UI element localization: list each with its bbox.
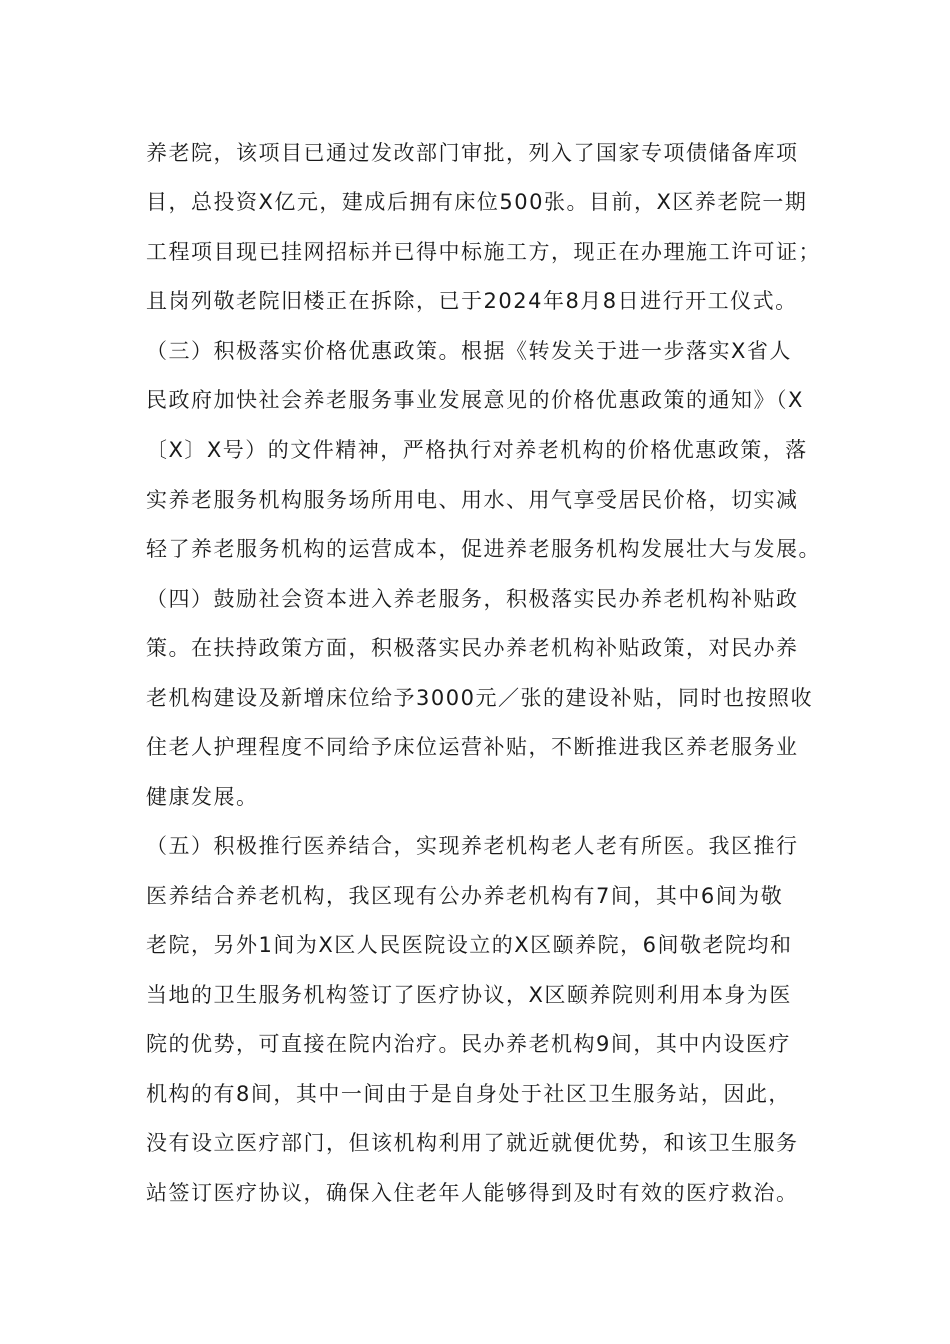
text-line: 医养结合养老机构，我区现有公办养老机构有7间，其中6间为敬 bbox=[146, 884, 784, 908]
section-heading-5: （五）积极推行医养结合，实现养老机构老人老有所医。我区推行 bbox=[146, 834, 799, 858]
text-line: 〔X〕X号）的文件精神，严格执行对养老机构的价格优惠政策，落 bbox=[146, 438, 808, 462]
section-heading-3: （三）积极落实价格优惠政策。根据《转发关于进一步落实X省人 bbox=[146, 339, 792, 363]
text-line: 策。在扶持政策方面，积极落实民办养老机构补贴政策，对民办养 bbox=[146, 636, 799, 660]
text-line: 当地的卫生服务机构签订了医疗协议，X区颐养院则利用本身为医 bbox=[146, 983, 792, 1007]
text-line: 轻了养老服务机构的运营成本，促进养老服务机构发展壮大与发展。 bbox=[146, 537, 821, 561]
text-line: 没有设立医疗部门，但该机构利用了就近就便优势，和该卫生服务 bbox=[146, 1131, 799, 1155]
section-heading-4: （四）鼓励社会资本进入养老服务，积极落实民办养老机构补贴政 bbox=[146, 587, 799, 611]
text-line: 老院，另外1间为X区人民医院设立的X区颐养院，6间敬老院均和 bbox=[146, 933, 793, 957]
text-line: 民政府加快社会养老服务事业发展意见的价格优惠政策的通知》（X bbox=[146, 388, 804, 412]
text-line: 住老人护理程度不同给予床位运营补贴，不断推进我区养老服务业 bbox=[146, 735, 799, 759]
text-line: 健康发展。 bbox=[146, 785, 259, 809]
text-line: 站签订医疗协议，确保入住老年人能够得到及时有效的医疗救治。 bbox=[146, 1181, 799, 1205]
text-line: 老机构建设及新增床位给予3000元／张的建设补贴，同时也按照收 bbox=[146, 686, 813, 710]
text-line: 养老院，该项目已通过发改部门审批，列入了国家专项债储备库项 bbox=[146, 141, 799, 165]
text-line: 且岗列敬老院旧楼正在拆除，已于2024年8月8日进行开工仪式。 bbox=[146, 289, 798, 313]
text-line: 机构的有8间，其中一间由于是自身处于社区卫生服务站，因此， bbox=[146, 1082, 791, 1106]
text-line: 院的优势，可直接在院内治疗。民办养老机构9间，其中内设医疗 bbox=[146, 1032, 791, 1056]
text-line: 目，总投资X亿元，建成后拥有床位500张。目前，X区养老院一期 bbox=[146, 190, 808, 214]
text-line: 工程项目现已挂网招标并已得中标施工方，现正在办理施工许可证； bbox=[146, 240, 821, 264]
text-line: 实养老服务机构服务场所用电、用水、用气享受居民价格，切实减 bbox=[146, 488, 799, 512]
